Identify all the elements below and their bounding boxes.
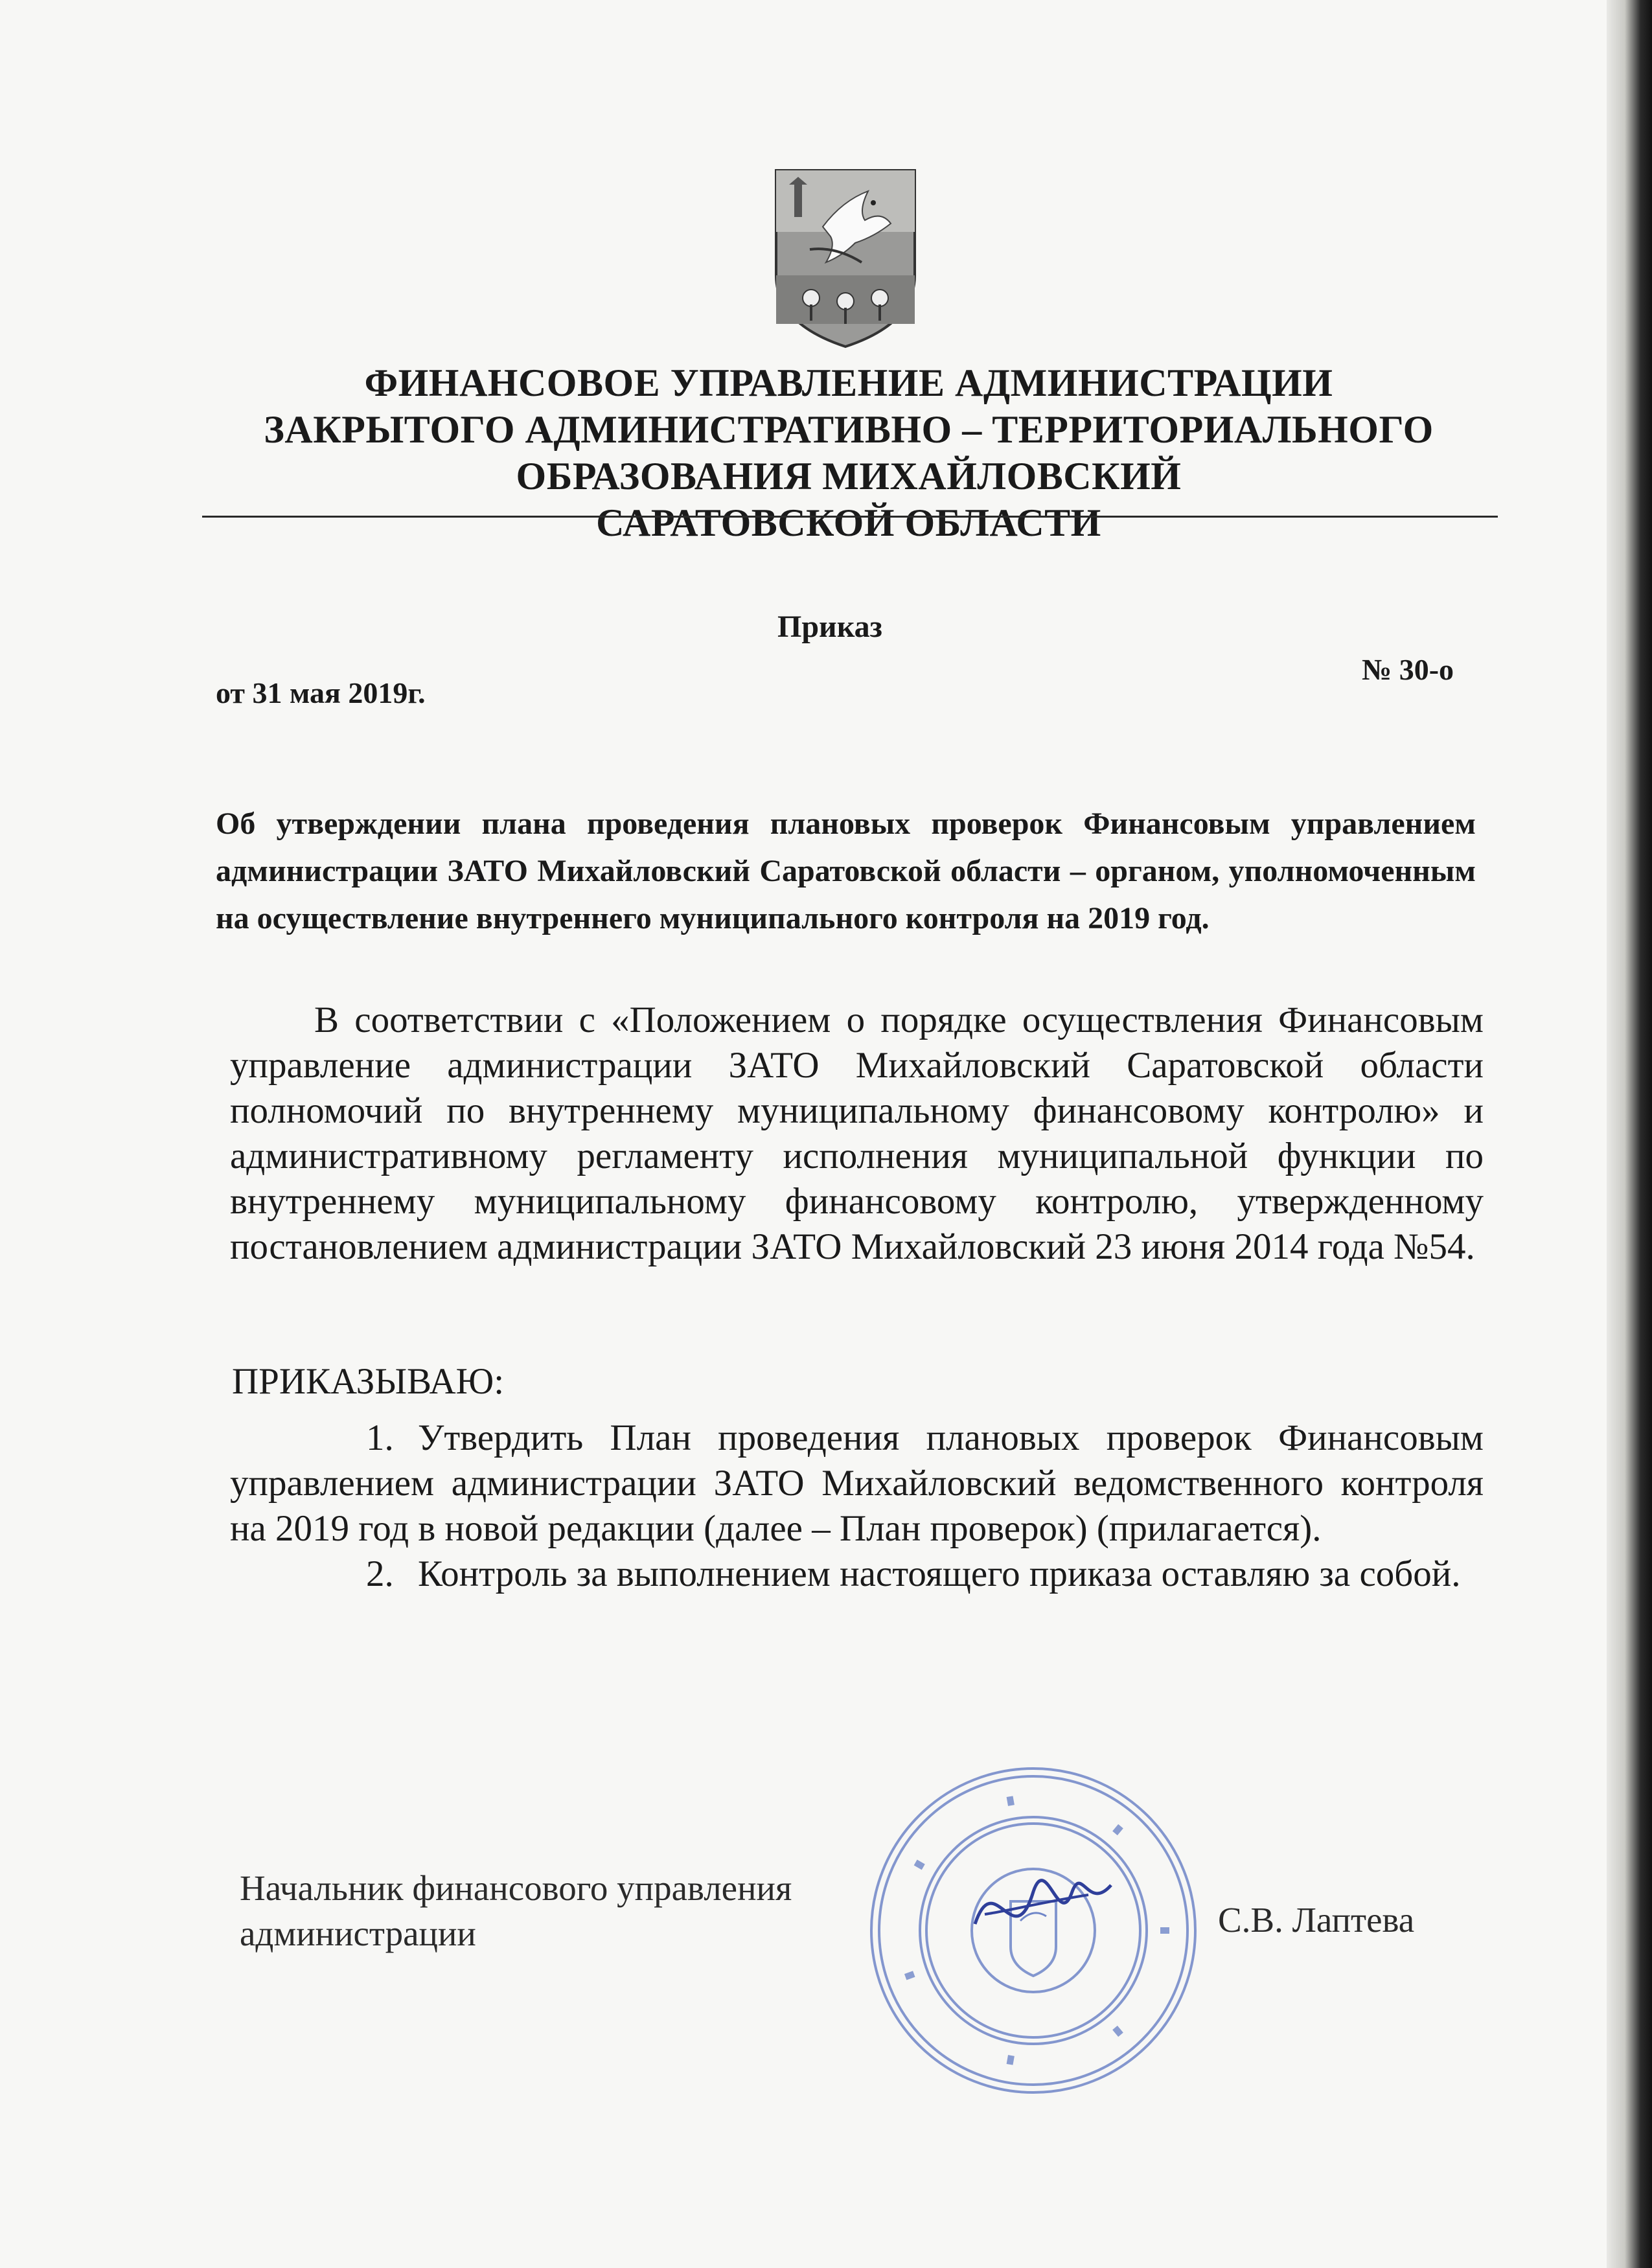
signatory-position-line-1: Начальник финансового управления (240, 1868, 792, 1908)
coat-of-arms-icon (771, 165, 920, 350)
header-line-4: САРАТОВСКОЙ ОБЛАСТИ (596, 501, 1101, 544)
header-line-3: ОБРАЗОВАНИЯ МИХАЙЛОВСКИЙ (516, 455, 1182, 498)
list-item-text: Контроль за выполнением настоящего приказа оставляю за собой. (418, 1553, 1461, 1594)
document-body: В соответствии с «Положением о порядке осуществления Финансовым управление администрации ЗАТО Михайловский Саратовской области полномочий по внутреннему муниципальному финансовому контролю» и административному регламенту исполнения муниципальной функции по внутреннему муниципальному финансовому контролю, утвержденному постановлением администрации ЗАТО Михайловский 23 июня 2014 года №54. (230, 1000, 1484, 1267)
document-subject: Об утверждении плана проведения плановых проверок Финансовым управлением администрации ЗАТО Михайловский Саратовской области – органом, уполномоченным на осуществление внутреннего муниципального контроля на 2019 год. (216, 807, 1476, 935)
header-line-1: ФИНАНСОВОЕ УПРАВЛЕНИЕ АДМИНИСТРАЦИИ (364, 361, 1333, 404)
order-items (230, 1415, 1484, 1597)
signatory-position-line-2: администрации (240, 1914, 476, 1953)
list-item-number: 2. (366, 1553, 394, 1594)
list-item-number: 1. (366, 1417, 394, 1458)
list-item (230, 1552, 1484, 1597)
order-heading: ПРИКАЗЫВАЮ: (232, 1361, 505, 1402)
document-date: от 31 мая 2019г. (216, 676, 426, 709)
signatory-position (240, 1866, 792, 1956)
official-stamp-icon (865, 1762, 1202, 2099)
list-item-text: Утвердить План проведения плановых проверок Финансовым управлением администрации ЗАТО Михайловский ведомственного контроля на 2019 год в новой редакции (далее – План проверок) (прилагается). (230, 1417, 1484, 1549)
header-divider (202, 516, 1498, 518)
header-line-2: ЗАКРЫТОГО АДМИНИСТРАТИВНО – ТЕРРИТОРИАЛЬНОГО (264, 408, 1434, 451)
document-number: № 30-о (1362, 653, 1454, 686)
list-item (230, 1415, 1484, 1552)
organization-header (207, 360, 1490, 546)
scan-border (1607, 0, 1652, 2268)
signatory-name: С.В. Лаптева (1218, 1900, 1415, 1940)
document-type: Приказ (777, 610, 882, 644)
